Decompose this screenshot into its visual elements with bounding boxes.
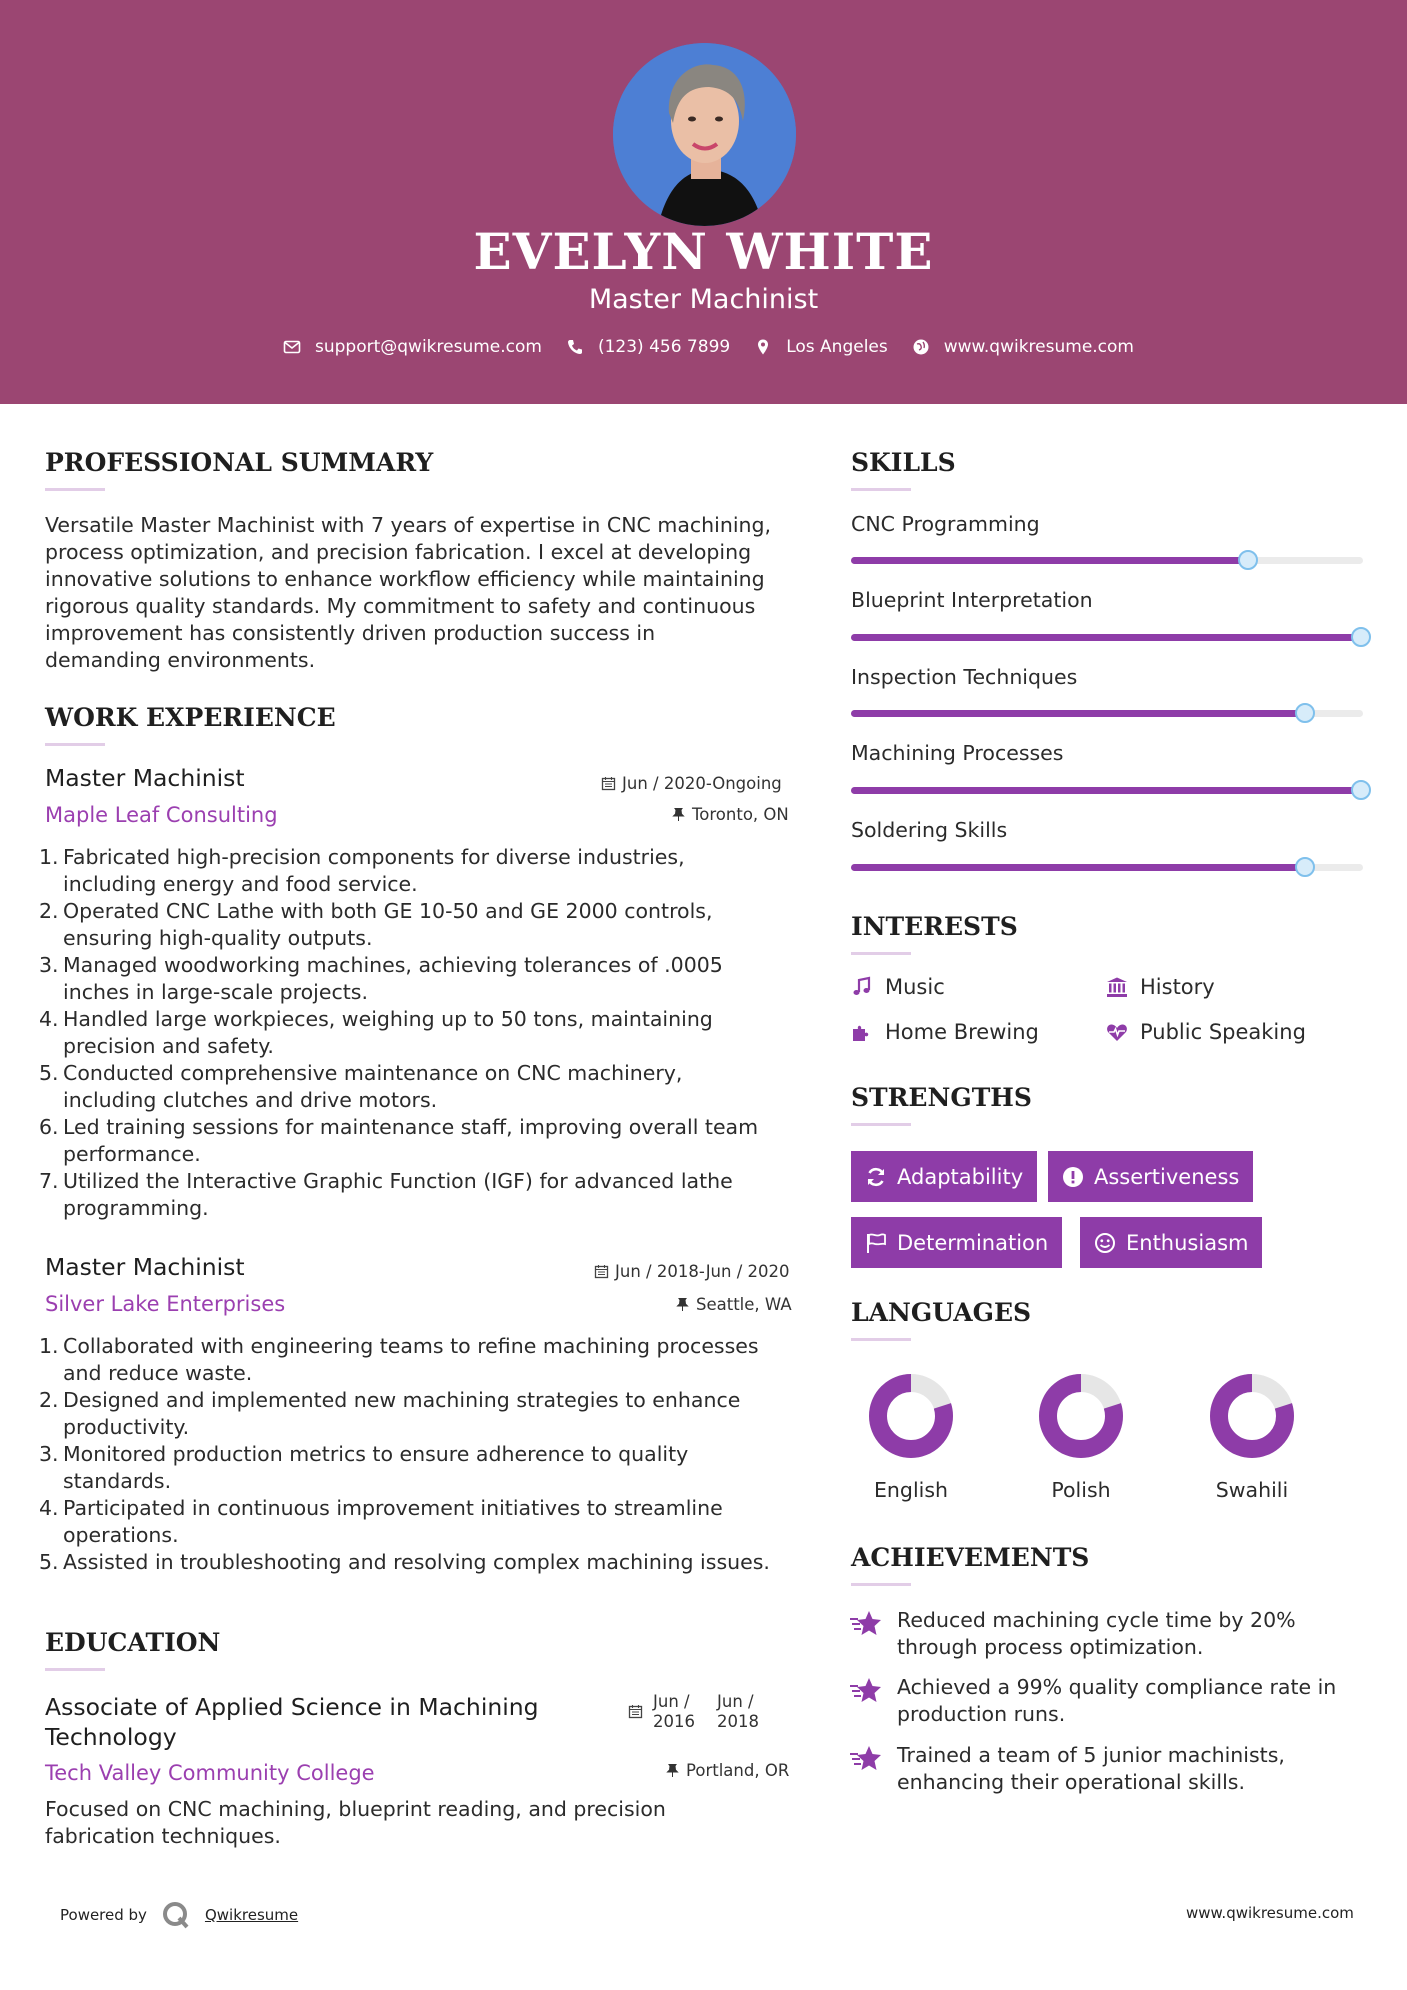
section-divider [851, 1583, 911, 1586]
list-item [39, 898, 815, 952]
duty-line: Conducted comprehensive maintenance on CNC machinery, [63, 1061, 683, 1085]
list-item [39, 1333, 815, 1387]
start-year: 2016 [653, 1712, 695, 1731]
achievement-text [897, 1674, 1336, 1728]
skill-name: Soldering Skills [851, 818, 1008, 842]
envelope-icon [283, 338, 301, 356]
list-item [39, 1168, 815, 1222]
duty-line: Operated CNC Lathe with both GE 10-50 and GE 2000 controls, [63, 899, 713, 923]
smile-icon [1094, 1232, 1116, 1254]
pushpin-icon [665, 1763, 680, 1778]
strengths-heading: STRENGTHS [851, 1083, 1032, 1112]
job-location [671, 805, 789, 824]
skill-bar [851, 710, 1363, 717]
skill-bar-fill [851, 864, 1307, 871]
summary-line: rigorous quality standards. My commitment to safety and continuous [45, 594, 756, 618]
interest-item [1106, 975, 1215, 999]
achievement-line: Trained a team of 5 junior machinists, [897, 1743, 1285, 1767]
job-dates-text: Jun / 2020-Ongoing [622, 774, 782, 793]
star-icon [849, 1609, 883, 1637]
strength-badge [851, 1151, 1037, 1202]
calendar-icon [594, 1264, 609, 1279]
phone-icon [566, 338, 584, 356]
skill-bar [851, 864, 1363, 871]
skill-name: Inspection Techniques [851, 665, 1078, 689]
duty-line: inches in large-scale projects. [63, 980, 368, 1004]
summary-line: process optimization, and precision fabrication. I excel at developing [45, 540, 752, 564]
summary-line: improvement has consistently driven production success in [45, 621, 656, 645]
section-divider [851, 1123, 911, 1126]
description-line: Focused on CNC machining, blueprint reading, and precision [45, 1797, 666, 1821]
strength-badge [1048, 1151, 1253, 1202]
interest-label: Music [885, 975, 945, 999]
summary-heading: PROFESSIONAL SUMMARY [45, 448, 434, 477]
duty-line: operations. [63, 1523, 179, 1547]
list-number: 4. [39, 1496, 59, 1520]
language-label: Swahili [1215, 1478, 1289, 1502]
list-number: 1. [39, 1334, 59, 1358]
duty-line: standards. [63, 1469, 172, 1493]
list-number: 3. [39, 1442, 59, 1466]
duty-line: Collaborated with engineering teams to refine machining processes [63, 1334, 759, 1358]
language-donut [1026, 1365, 1136, 1475]
calendar-icon [628, 1704, 643, 1719]
achievement-text [897, 1607, 1296, 1661]
languages-heading: LANGUAGES [851, 1298, 1032, 1327]
job-location-text: Toronto, ON [692, 805, 789, 824]
list-number: 7. [39, 1169, 59, 1193]
experience-heading: WORK EXPERIENCE [45, 703, 336, 732]
language-label: Polish [1051, 1478, 1111, 1502]
candidate-role: Master Machinist [588, 284, 819, 315]
duty-line: Designed and implemented new machining strategies to enhance [63, 1388, 741, 1412]
resume-header [0, 0, 1407, 404]
duty-line: and reduce waste. [63, 1361, 253, 1385]
interest-label: History [1140, 975, 1215, 999]
skills-heading: SKILLS [851, 448, 956, 477]
job-title: Master Machinist [45, 764, 245, 792]
contact-bar [0, 337, 1407, 357]
duty-line: including energy and food service. [63, 872, 418, 896]
education-heading: EDUCATION [45, 1628, 221, 1657]
strength-badge [851, 1217, 1062, 1268]
achievement-line: Achieved a 99% quality compliance rate in [897, 1675, 1337, 1699]
language-label: English [873, 1478, 949, 1502]
achievement-item [849, 1742, 1285, 1796]
list-item [39, 1006, 815, 1060]
skill-bar [851, 787, 1363, 794]
list-number: 2. [39, 1388, 59, 1412]
list-item [39, 1495, 815, 1549]
pushpin-icon [675, 1297, 690, 1312]
star-icon [849, 1676, 883, 1704]
duty-line: Fabricated high-precision components for diverse industries, [63, 845, 685, 869]
strength-label: Adaptability [897, 1164, 1024, 1189]
skill-bar-fill [851, 787, 1363, 794]
degree-line: Technology [45, 1723, 177, 1751]
contact-phone[interactable]: (123) 456 7899 [597, 337, 731, 357]
exclamation-icon [1062, 1166, 1084, 1188]
list-number: 3. [39, 953, 59, 977]
language-item [1026, 1365, 1136, 1510]
degree-line: Associate of Applied Science in Machining [45, 1693, 539, 1721]
duty-line: Participated in continuous improvement initiatives to streamline [63, 1496, 723, 1520]
list-item [39, 844, 815, 898]
education-dates [628, 1692, 759, 1732]
interest-item [851, 1020, 1039, 1044]
skill-bar-knob [1295, 703, 1315, 723]
skill-bar [851, 557, 1363, 564]
education-description [45, 1796, 805, 1850]
start-date [653, 1692, 695, 1732]
language-item [1197, 1365, 1307, 1510]
end-date [717, 1692, 759, 1732]
brand-link[interactable]: Qwikresume [204, 1906, 299, 1924]
strength-label: Assertiveness [1094, 1164, 1240, 1189]
job-location-text: Seattle, WA [696, 1295, 792, 1314]
profile-photo [613, 43, 796, 226]
job-location [675, 1295, 792, 1314]
list-number: 4. [39, 1007, 59, 1031]
achievement-text [897, 1742, 1285, 1796]
end-month: Jun / [717, 1692, 754, 1711]
skill-bar-knob [1238, 550, 1258, 570]
strength-badge [1080, 1217, 1262, 1268]
achievement-item [849, 1674, 1336, 1728]
contact-website[interactable]: www.qwikresume.com [943, 337, 1134, 357]
qwikresume-logo-icon [161, 1900, 191, 1930]
education-location [665, 1761, 789, 1780]
duty-line: Assisted in troubleshooting and resolving complex machining issues. [63, 1550, 770, 1574]
contact-location: Los Angeles [786, 337, 888, 357]
section-divider [45, 1668, 105, 1671]
section-divider [851, 1338, 911, 1341]
duty-line: Handled large workpieces, weighing up to 50 tons, maintaining [63, 1007, 713, 1031]
list-item [39, 952, 815, 1006]
achievement-line: enhancing their operational skills. [897, 1770, 1245, 1794]
language-donut [856, 1365, 966, 1475]
skill-bar-fill [851, 557, 1250, 564]
candidate-name: EVELYN WHITE [473, 222, 934, 281]
strength-label: Determination [897, 1230, 1049, 1255]
job-dates-text: Jun / 2018-Jun / 2020 [615, 1262, 790, 1281]
flag-icon [865, 1232, 887, 1254]
list-item [39, 1549, 815, 1576]
job-dates [594, 1262, 790, 1281]
pushpin-icon [671, 807, 686, 822]
description-line: fabrication techniques. [45, 1824, 281, 1848]
heartbeat-icon [1106, 1021, 1128, 1043]
start-month: Jun / [653, 1692, 690, 1711]
puzzle-icon [851, 1021, 873, 1043]
list-number: 5. [39, 1550, 59, 1574]
interests-heading: INTERESTS [851, 912, 1018, 941]
list-item [39, 1114, 815, 1168]
summary-line: Versatile Master Machinist with 7 years of expertise in CNC machining, [45, 513, 772, 537]
duty-line: performance. [63, 1142, 201, 1166]
list-number: 5. [39, 1061, 59, 1085]
interest-label: Public Speaking [1140, 1020, 1306, 1044]
globe-icon [912, 338, 930, 356]
section-divider [45, 743, 105, 746]
school-name: Tech Valley Community College [45, 1761, 375, 1785]
achievement-line: through process optimization. [897, 1635, 1204, 1659]
education-location-text: Portland, OR [686, 1761, 790, 1780]
summary-text [45, 512, 805, 674]
skill-bar-knob [1351, 627, 1371, 647]
skill-bar-knob [1295, 857, 1315, 877]
language-donut [1197, 1365, 1307, 1475]
skill-name: Blueprint Interpretation [851, 588, 1093, 612]
skill-bar [851, 634, 1363, 641]
strength-label: Enthusiasm [1126, 1230, 1249, 1255]
achievement-line: production runs. [897, 1702, 1066, 1726]
skill-bar-fill [851, 634, 1363, 641]
star-icon [849, 1744, 883, 1772]
interest-label: Home Brewing [885, 1020, 1039, 1044]
interest-item [851, 975, 945, 999]
list-item [39, 1441, 815, 1495]
language-item [856, 1365, 966, 1510]
skill-name: Machining Processes [851, 741, 1064, 765]
achievement-item [849, 1607, 1296, 1661]
portrait-image [613, 43, 796, 226]
duty-line: programming. [63, 1196, 209, 1220]
contact-email[interactable]: support@qwikresume.com [315, 337, 542, 357]
refresh-icon [865, 1166, 887, 1188]
skill-bar-knob [1351, 780, 1371, 800]
calendar-icon [601, 776, 616, 791]
end-year: 2018 [717, 1712, 759, 1731]
duty-line: ensuring high-quality outputs. [63, 926, 373, 950]
list-number: 6. [39, 1115, 59, 1139]
duty-line: Managed woodworking machines, achieving tolerances of .0005 [63, 953, 723, 977]
footer-branding [60, 1900, 298, 1930]
duty-line: Utilized the Interactive Graphic Function (IGF) for advanced lathe [63, 1169, 733, 1193]
list-number: 2. [39, 899, 59, 923]
skill-bar-fill [851, 710, 1307, 717]
section-divider [851, 488, 911, 491]
duty-line: Led training sessions for maintenance staff, improving overall team [63, 1115, 759, 1139]
section-divider [851, 952, 911, 955]
summary-line: demanding environments. [45, 648, 316, 672]
duty-line: productivity. [63, 1415, 190, 1439]
museum-icon [1106, 976, 1128, 998]
list-item [39, 1060, 815, 1114]
duty-line: Monitored production metrics to ensure adherence to quality [63, 1442, 689, 1466]
footer-website[interactable]: www.qwikresume.com [1186, 1904, 1354, 1922]
interest-item [1106, 1020, 1306, 1044]
job-dates [601, 774, 782, 793]
duty-line: precision and safety. [63, 1034, 274, 1058]
company-name: Silver Lake Enterprises [45, 1292, 286, 1316]
map-pin-icon [754, 338, 772, 356]
section-divider [45, 488, 105, 491]
degree-title [45, 1692, 539, 1752]
list-number: 1. [39, 845, 59, 869]
achievements-heading: ACHIEVEMENTS [851, 1543, 1090, 1572]
duty-line: including clutches and drive motors. [63, 1088, 438, 1112]
achievement-line: Reduced machining cycle time by 20% [897, 1608, 1296, 1632]
skill-name: CNC Programming [851, 512, 1040, 536]
job-title: Master Machinist [45, 1253, 245, 1281]
company-name: Maple Leaf Consulting [45, 803, 278, 827]
job-duties [39, 1333, 815, 1576]
music-icon [851, 976, 873, 998]
summary-line: innovative solutions to enhance workflow efficiency while maintaining [45, 567, 765, 591]
job-duties [39, 844, 815, 1222]
powered-by-text: Powered by [60, 1906, 147, 1924]
list-item [39, 1387, 815, 1441]
